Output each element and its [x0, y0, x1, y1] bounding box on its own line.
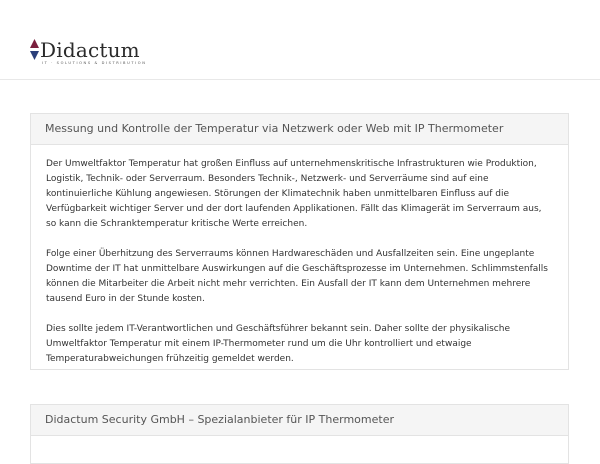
logo-diamond-icon: [30, 39, 39, 61]
logo-tagline: IT · SOLUTIONS & DISTRIBUTION: [42, 61, 147, 65]
paragraph-2: Folge einer Überhitzung des Serverraums können Hardwareschäden und Ausfallzeiten sein. Eine ungeplante Downtime der IT hat unmittelbare Auswirkungen auf die Geschäftsprozesse im Unternehmen. Schlimmstenfalls können die Mitarbeiter die Arbeit nicht mehr verrichten. Ein Ausfall der IT kann dem Unternehmen mehrere tausend Euro in der Stunde kosten.: [46, 249, 548, 304]
panel-heading: Didactum Security GmbH – Spezialanbieter für IP Thermometer: [31, 405, 568, 436]
panel-body: [31, 145, 568, 367]
paragraph-1: Der Umweltfaktor Temperatur hat großen Einfluss auf unternehmenskritische Infrastrukturen wie Produktion, Logistik, Technik- oder Serverraum. Besonders Technik-, Netzwerk- und Serverräume sind auf eine kontinuierliche Kühlung angewiesen. Störungen der Klimatechnik haben unmittelbaren Einfluss auf die Verfügbarkeit wichtiger Server und der dort laufenden Applikationen. Fällt das Klimagerät im Serverraum aus, so kann die Schranktemperatur kritische Werte erreichen.: [46, 159, 542, 229]
company-info-panel: [30, 404, 569, 464]
paragraph-3: Dies sollte jedem IT-Verantwortlichen und Geschäftsführer bekannt sein. Daher sollte der physikalische Umweltfaktor Temperatur mit einem IP-Thermometer rund um die Uhr kontrolliert und etwaige Temperaturabweichungen frühzeitig gemeldet werden.: [46, 324, 510, 364]
didactum-logo[interactable]: [30, 38, 147, 65]
site-header: [0, 0, 600, 80]
temperature-info-panel: [30, 113, 569, 370]
logo-name: Didactum: [40, 38, 140, 62]
panel-heading: Messung und Kontrolle der Temperatur via Netzwerk oder Web mit IP Thermometer: [31, 114, 568, 145]
logo-text: [40, 38, 147, 65]
